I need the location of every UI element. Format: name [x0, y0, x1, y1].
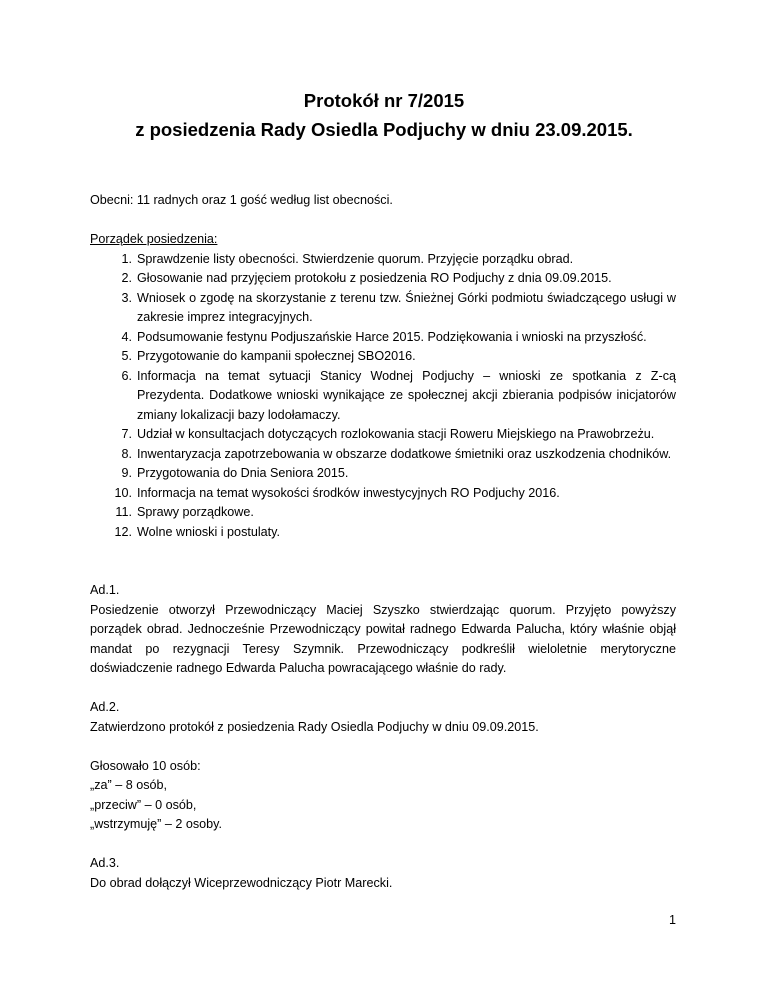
- agenda-item-number: 2.: [121, 271, 132, 285]
- title-block: [0, 86, 768, 144]
- agenda-item: [90, 367, 676, 426]
- agenda-item-text: Sprawdzenie listy obecności. Stwierdzenie quorum. Przyjęcie porządku obrad.: [137, 251, 574, 266]
- vote-total: Głosowało 10 osób:: [90, 758, 201, 773]
- agenda-item-text: Udział w konsultacjach dotyczących rozlokowania stacji Roweru Miejskiego na Prawobrzeżu.: [137, 427, 655, 441]
- agenda-item-number: 10.: [114, 485, 132, 500]
- agenda-item-number: 11.: [115, 505, 132, 519]
- agenda-item: [90, 425, 676, 445]
- vote-for: „za” – 8 osób,: [90, 778, 168, 792]
- ad1-text: Posiedzenie otworzył Przewodniczący Maciej Szyszko stwierdzając quorum. Przyjęto powyższy porządek obrad. Jednocześnie Przewodniczący powitał radnego Edwarda Palucha, który właśnie objął mandat po rezygnacji Teresy Szymnik. Przewodniczący podkreślił wieloletnie merytoryczne doświadczenie radnego Edwarda Palucha powracającego właśnie do rady.: [90, 602, 676, 675]
- agenda-item-text: Podsumowanie festynu Podjuszańskie Harce 2015. Podziękowania i wnioski na przyszłość.: [137, 329, 647, 344]
- agenda-item-text: Wniosek o zgodę na skorzystanie z terenu tzw. Śnieżnej Górki podmiotu świadczącego usługi w zakresie imprez integracyjnych.: [137, 290, 676, 324]
- agenda-item: [90, 269, 676, 289]
- agenda-item: [90, 523, 676, 543]
- agenda-item-number: 6.: [121, 368, 132, 383]
- agenda-item: [90, 503, 676, 523]
- agenda-item-text: Przygotowanie do kampanii społecznej SBO2016.: [137, 349, 416, 363]
- agenda-item-text: Sprawy porządkowe.: [137, 505, 254, 519]
- agenda-item-number: 3.: [121, 290, 132, 305]
- agenda-item-text: Przygotowania do Dnia Seniora 2015.: [137, 466, 349, 480]
- document-body: [90, 191, 676, 893]
- attendance-line: Obecni: 11 radnych oraz 1 gość według list obecności.: [90, 193, 393, 207]
- agenda-item-number: 5.: [121, 349, 132, 363]
- agenda-list: [90, 250, 676, 543]
- protocol-subtitle: z posiedzenia Rady Osiedla Podjuchy w dniu 23.09.2015.: [135, 119, 633, 140]
- vote-against: „przeciw” – 0 osób,: [90, 797, 197, 812]
- agenda-item-text: Głosowanie nad przyjęciem protokołu z posiedzenia RO Podjuchy z dnia 09.09.2015.: [137, 271, 612, 285]
- ad3-text: Do obrad dołączył Wiceprzewodniczący Piotr Marecki.: [90, 875, 393, 890]
- agenda-item: [90, 484, 676, 504]
- agenda-item: [90, 328, 676, 348]
- agenda-item: [90, 464, 676, 484]
- agenda-item: [90, 289, 676, 328]
- agenda-item-number: 4.: [121, 329, 132, 344]
- agenda-item-text: Inwentaryzacja zapotrzebowania w obszarze dodatkowe śmietniki oraz uszkodzenia chodników.: [137, 446, 672, 461]
- agenda-item-number: 12.: [114, 524, 132, 539]
- ad2-text: Zatwierdzono protokół z posiedzenia Rady Osiedla Podjuchy w dniu 09.09.2015.: [90, 719, 539, 734]
- ad2-heading: Ad.2.: [90, 700, 120, 714]
- ad1-heading: Ad.1.: [90, 583, 120, 597]
- protocol-title: Protokół nr 7/2015: [303, 90, 465, 111]
- agenda-item-number: 9.: [121, 466, 132, 480]
- ad3-heading: Ad.3.: [90, 856, 120, 870]
- agenda-item-text: Wolne wnioski i postulaty.: [137, 524, 281, 539]
- agenda-item-text: Informacja na temat wysokości środków inwestycyjnych RO Podjuchy 2016.: [137, 485, 560, 500]
- agenda-item: [90, 347, 676, 367]
- vote-abstain: „wstrzymuję” – 2 osoby.: [90, 817, 223, 831]
- agenda-item-number: 1.: [121, 251, 132, 266]
- page-number: 1: [668, 913, 676, 927]
- agenda-item-number: 7.: [121, 427, 132, 441]
- agenda-item-number: 8.: [121, 446, 132, 461]
- agenda-item: [90, 445, 676, 465]
- agenda-item-text: Informacja na temat sytuacji Stanicy Wodnej Podjuchy – wnioski ze spotkania z Z-cą Prezydenta. Dodatkowe wnioski wynikające ze społecznej akcji zbierania podpisów inicjatorów zmiany lokalizacji bazy lodołamaczy.: [137, 368, 676, 422]
- agenda-item: [90, 250, 676, 270]
- agenda-heading: Porządek posiedzenia:: [90, 232, 218, 246]
